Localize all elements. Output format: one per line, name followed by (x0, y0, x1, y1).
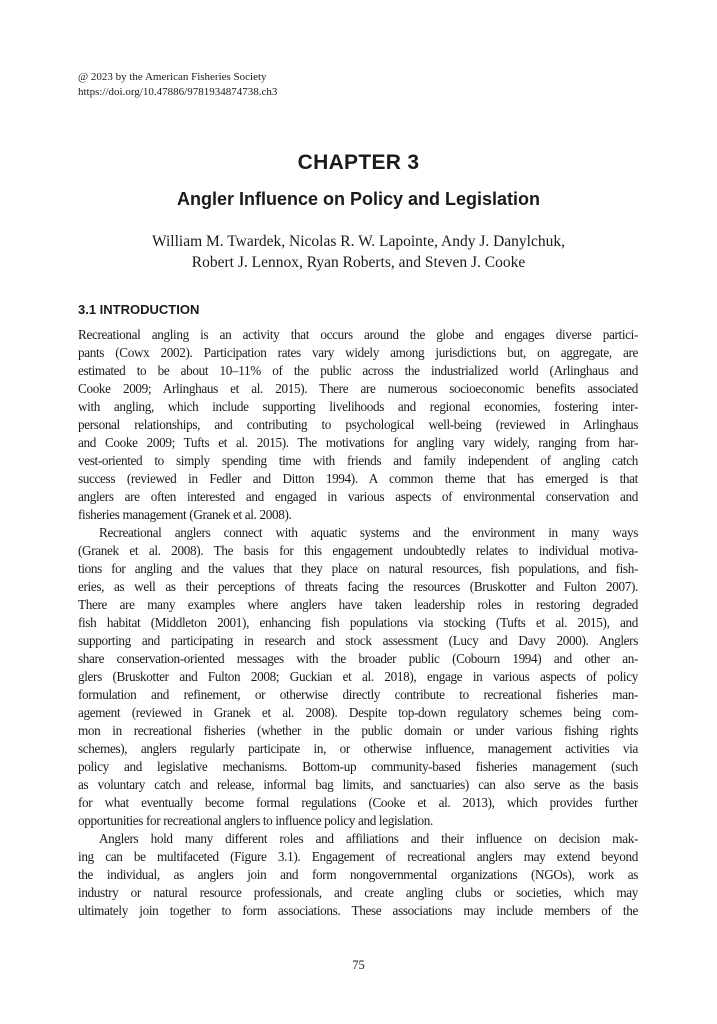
paragraph-line: pants (Cowx 2002). Participation rates vary widely among jurisdictions but, on aggregate, are (78, 345, 638, 360)
paragraph-line: Recreational angling is an activity that occurs around the globe and engages diverse partici- (78, 327, 638, 342)
paragraph-line: Recreational anglers connect with aquatic systems and the environment in many ways (99, 525, 638, 540)
paragraph-line: estimated to be about 10–11% of the public across the industrialized world (Arlinghaus and (78, 363, 638, 378)
paragraph (78, 326, 638, 524)
section-heading: 3.1 INTRODUCTION (78, 302, 200, 317)
paragraph-line: policy and legislative mechanisms. Bottom-up community-based fisheries management (such (78, 759, 638, 774)
doi-link[interactable]: https://doi.org/10.47886/9781934874738.ch3 (78, 86, 278, 98)
paragraph-line: fish habitat (Middleton 2001), enhancing fish populations via stocking (Tufts et al. 2015), and (78, 615, 638, 630)
author-line: Robert J. Lennox, Ryan Roberts, and Steven J. Cooke (191, 254, 526, 271)
paragraph (78, 830, 638, 920)
paragraph-line: eries, as well as their perceptions of threats facing the resources (Bruskotter and Fulton 2007). (78, 579, 638, 594)
paragraph-line: success (reviewed in Fedler and Ditton 1994). A common theme that has emerged is that (78, 471, 638, 486)
chapter-number: CHAPTER 3 (297, 151, 420, 174)
paragraph-line: Anglers hold many different roles and affiliations and their influence on decision mak- (99, 831, 638, 846)
author-line: William M. Twardek, Nicolas R. W. Lapointe, Andy J. Danylchuk, (151, 233, 565, 250)
chapter-title: Angler Influence on Policy and Legislation (176, 189, 541, 209)
paragraph-line: Cooke 2009; Arlinghaus et al. 2015). There are numerous socioeconomic benefits associated (78, 381, 638, 396)
paragraph-line: glers (Bruskotter and Fulton 2008; Guckian et al. 2018), engage in various aspects of policy (78, 669, 638, 684)
paragraph-line: ing can be multifaceted (Figure 3.1). Engagement of recreational anglers may extend beyond (78, 849, 638, 864)
paragraph-line: fisheries management (Granek et al. 2008). (78, 507, 292, 522)
copyright-notice (78, 70, 638, 100)
copyright-line: @ 2023 by the American Fisheries Society (78, 71, 267, 83)
paragraph-line: ultimately join together to form associations. These associations may include members of the (78, 903, 638, 918)
paragraph-line: vest-oriented to simply spending time with friends and family independent of angling catch (78, 453, 638, 468)
paragraph-line: opportunities for recreational anglers to influence policy and legislation. (78, 813, 433, 828)
paragraph-line: personal relationships, and contributing to psychological well-being (reviewed in Arlinghaus (78, 417, 638, 432)
paragraph-line: anglers are often interested and engaged in various aspects of environmental conservation and (78, 489, 638, 504)
paragraph-line: supporting and participating in research and stock assessment (Lucy and Davy 2000). Anglers (78, 633, 638, 648)
paragraph-line: and Cooke 2009; Tufts et al. 2015). The motivations for angling vary widely, ranging from har- (78, 435, 638, 450)
paragraph-line: the individual, as anglers join and form nongovernmental organizations (NGOs), work as (78, 867, 638, 882)
paragraph-line: There are many examples where anglers have taken leadership roles in restoring degraded (78, 597, 638, 612)
paragraph-line: industry or natural resource professionals, and create angling clubs or societies, which may (78, 885, 638, 900)
paragraph-line: as voluntary catch and release, informal bag limits, and sanctuaries) can also serve as the basis (78, 777, 638, 792)
paragraph-line: schemes), anglers regularly participate in, or otherwise influence, management activities via (78, 741, 638, 756)
paragraph-line: agement (reviewed in Granek et al. 2008). Despite top-down regulatory schemes being com- (78, 705, 638, 720)
paragraph-line: mon in recreational fisheries (whether in the public domain or under various fishing rights (78, 723, 638, 738)
paragraph-line: tions for angling and the values that they place on natural resources, fish populations, and fish- (78, 561, 638, 576)
paragraph-line: for what eventually become formal regulations (Cooke et al. 2013), which provides further (78, 795, 638, 810)
paragraph-line: with angling, which include supporting livelihoods and regional economies, fostering inter- (78, 399, 638, 414)
author-list (0, 231, 717, 273)
paragraph-line: (Granek et al. 2008). The basis for this engagement undoubtedly relates to individual motiva- (78, 543, 638, 558)
paragraph-line: share conservation-oriented messages with the broader public (Cobourn 1994) and other an- (78, 651, 638, 666)
paragraph (78, 524, 638, 830)
body-text (78, 326, 638, 920)
page-number: 75 (352, 958, 365, 972)
paragraph-line: formulation and refinement, or otherwise directly contribute to recreational fisheries man- (78, 687, 638, 702)
